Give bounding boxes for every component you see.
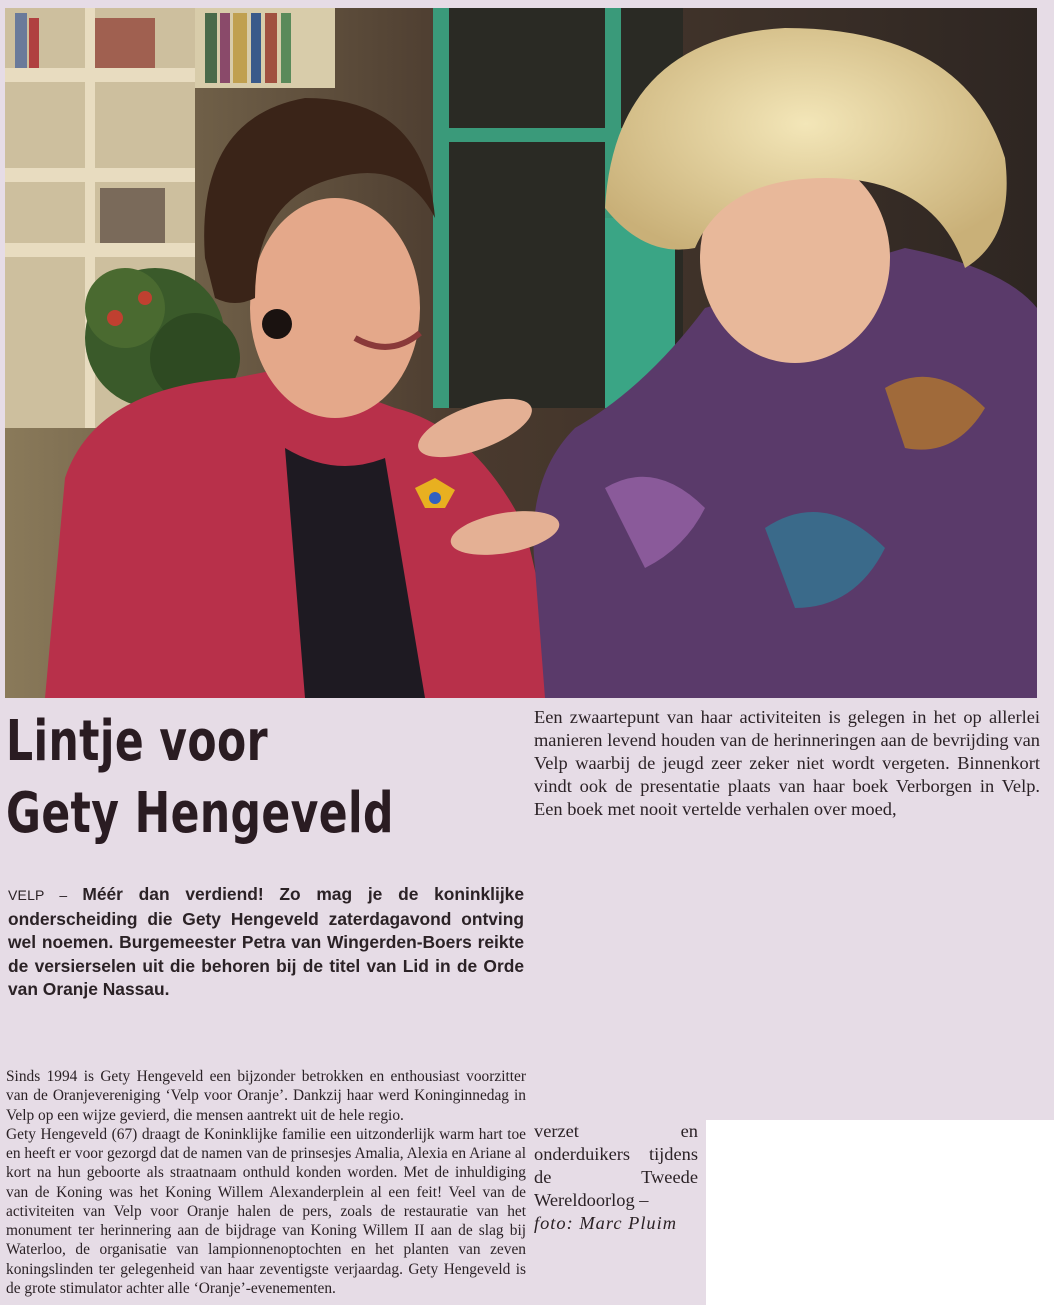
body-column-narrow [534,1120,698,1235]
blank-area [706,1120,1054,1305]
left-woman-face [250,198,420,418]
body-paragraph-tail: verzet en onderduikers tijdens de Tweede Wereldoorlog – [534,1121,698,1210]
dateline: VELP – [8,887,83,903]
headline [6,706,401,850]
photo-credit: foto: Marc Pluim [534,1213,678,1233]
photo-illustration [5,8,1037,698]
body-paragraph: Gety Hengeveld (67) draagt de Koninklijke familie een uitzonderlijk warm hart toe en heeft er voor gezorgd dat de namen van de prinsesjes Amalia, Alexia en Ariane al kort na hun geboorte als straatnaam onthuld konden worden. Met de inhuldiging van de Koning was het Koning Willem Alexanderplein al een feit! Veel van de activiteiten van Velp voor Oranje halen de pers, zoals de restauratie van het monument ter herinnering aan de bijdrage van Koning Willem II aan de slag bij Waterloo, de organisatie van lampionnenoptochten en het planten van zeven koningslinden ter gelegenheid van haar zeventigste verjaardag. Gety Hengeveld is de grote stimulator achter alle ‘Oranje’-evenementen. [6,1125,526,1297]
headline-line-2: Gety Hengeveld [6,781,394,846]
body-column-left [6,1067,526,1298]
lead-paragraph [8,883,524,1002]
body-column-right [534,706,1040,821]
lead-text: Méér dan verdiend! Zo mag je de koninklijke onderscheiding die Gety Hengeveld zaterdagavond ontving wel noemen. Burgemeester Petra van Wingerden-Boers reikte de versierselen uit die behoren bij de titel van Lid in de Orde van Oranje Nassau. [8,884,525,999]
headline-line-1: Lintje voor [6,709,269,774]
body-paragraph: Een zwaartepunt van haar activiteiten is gelegen in het op allerlei manieren levend houden van de herinneringen aan de bevrijding van Velp waarbij de jeugd zeer zeker niet wordt vergeten. Binnenkort vindt ook de presentatie plaats van haar boek Verborgen in Velp. Een boek met nooit vertelde verhalen over moed, [534,707,1040,819]
body-paragraph: Sinds 1994 is Gety Hengeveld een bijzonder betrokken en enthousiast voorzitter van de Oranjevereniging ‘Velp voor Oranje’. Dankzij haar werd Koninginnedag in Velp op een wijze gevierd, die mensen aantrekt uit de hele regio. [6,1068,526,1124]
article-photo [5,8,1037,698]
